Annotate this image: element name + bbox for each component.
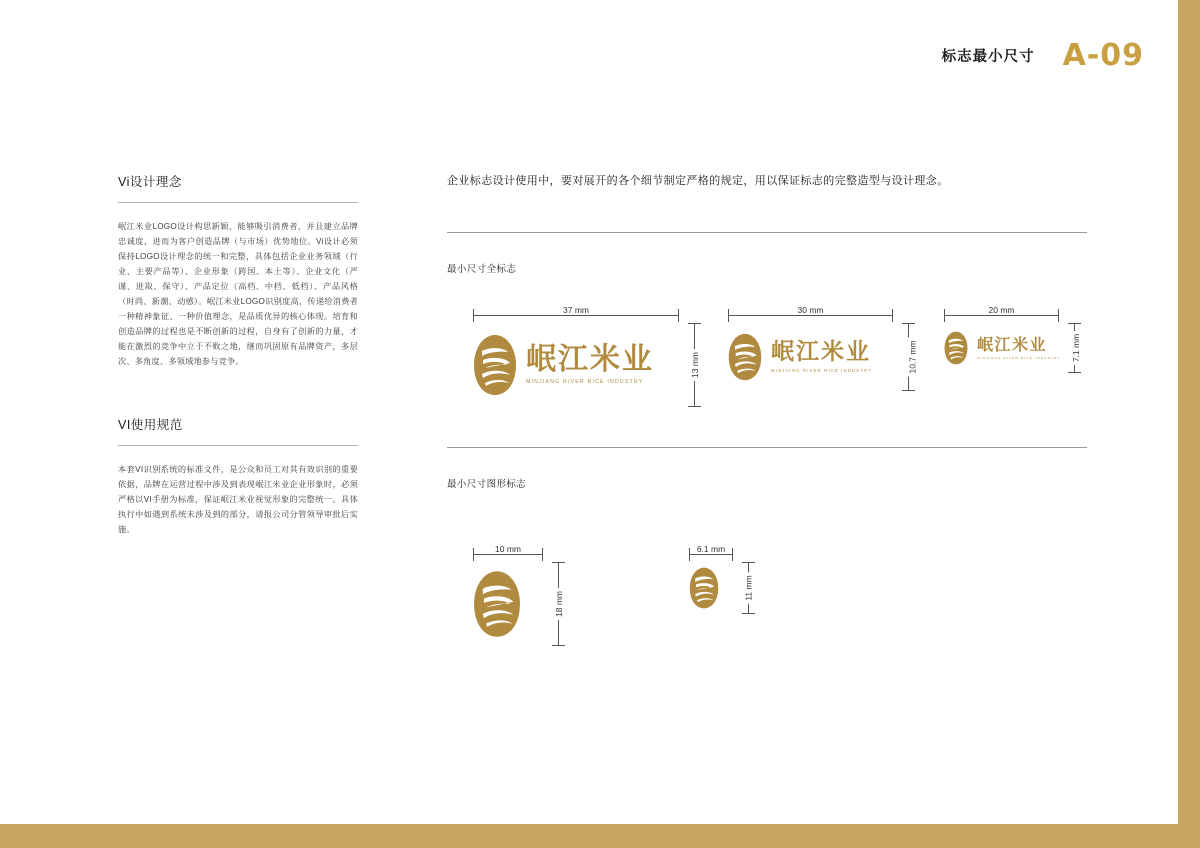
- wordmark-cn: 岷江米业: [771, 339, 871, 365]
- full-logo-37mm: [473, 301, 700, 407]
- full-logo-row: [447, 301, 1087, 411]
- dimension-height-18: [547, 562, 569, 646]
- mark-only-10mm: [473, 540, 564, 646]
- dimension-width-20-label: 20 mm: [984, 305, 1020, 315]
- dimension-height-10-7-label: 10.7 mm: [908, 337, 918, 376]
- dimension-height-13: [683, 323, 705, 407]
- section-text-vi-concept: 岷江米业LOGO设计构思新颖，能够吸引消费者，并且建立品牌忠诚度，进而为客户创造品牌（与市场）优势地位。Vi设计必须保持LOGO设计理念的统一和完整，具体包括企业业务领域（行业、主要产品等）、企业形象（跨国、本土等）、企业文化（严谨、进取、保守）、产品定位（高档、中档、低档）、产品风格（时尚、新潮、动感）。岷江米业LOGO识别度高，传递给消费者一种精神象征、一种价值理念，是品质优异的核心体现。培育和创造品牌的过程也是不断创新的过程，自身有了创新的力量，才能在激烈的竞争中立于不败之地，继而巩固原有品牌资产，多层次、多角度、多领域地参与竞争。: [118, 222, 358, 366]
- full-logo-20mm: [944, 301, 1082, 373]
- left-column: [118, 172, 358, 537]
- logo-wordmark: [771, 341, 872, 373]
- right-column: [447, 172, 1087, 670]
- logo-mark-icon: [944, 331, 968, 365]
- full-logo-30mm: [728, 301, 918, 391]
- dimension-width-20: [944, 301, 1059, 323]
- dimension-height-18-label: 18 mm: [554, 588, 564, 620]
- dimension-height-10-7: [897, 323, 919, 391]
- dimension-height-11: [737, 562, 759, 614]
- dimension-height-11-label: 11 mm: [744, 572, 754, 603]
- section-text-vi-rules: 本套VI识别系统的标准文件，是公众和员工对其有效识别的重要依据，品牌在运营过程中涉及到表现岷江米业企业形象时，必须严格以VI手册为标准，保证岷江米业视觉形象的完整统一。具体执行中如遇到系统未涉及到的部分，请报公司分管领导审批后实施。: [118, 465, 358, 534]
- divider-3: [447, 232, 1087, 233]
- logo-mark-icon: [473, 334, 517, 396]
- intro-text: 企业标志设计使用中，要对展开的各个细节制定严格的规定，用以保证标志的完整造型与设计理念。: [447, 175, 949, 187]
- dimension-width-10-label: 10 mm: [490, 544, 526, 554]
- dimension-height-13-label: 13 mm: [690, 349, 700, 381]
- page-title: 标志最小尺寸: [941, 49, 1035, 65]
- dimension-height-7-1: [1063, 323, 1085, 373]
- dimension-width-37: [473, 301, 679, 323]
- page-code: A-09: [1062, 38, 1144, 73]
- wordmark-cn: 岷江米业: [526, 342, 654, 377]
- section-title-vi-rules: VI使用规范: [118, 418, 183, 432]
- logo-wordmark: [977, 334, 1061, 360]
- dimension-width-30-label: 30 mm: [793, 305, 829, 315]
- dimension-width-6-1: [689, 540, 733, 562]
- wordmark-en: MINJIANG RIVER RICE INDUSTRY: [771, 368, 873, 373]
- divider-2: [118, 445, 358, 446]
- wordmark-cn: 岷江米业: [977, 334, 1048, 354]
- left-block-2: [118, 415, 358, 537]
- dimension-width-6-1-label: 6.1 mm: [692, 544, 730, 554]
- logo-mark-icon: [689, 567, 719, 609]
- divider-1: [118, 202, 358, 203]
- logo-mark-icon: [473, 570, 521, 638]
- mark-only-row: [447, 540, 1087, 670]
- section-title-vi-concept: Vi设计理念: [118, 175, 182, 189]
- wordmark-en: MINJIANG RIVER RICE INDUSTRY: [977, 355, 1061, 360]
- label-min-size-mark-only: 最小尺寸图形标志: [447, 479, 527, 490]
- logo-wordmark: [526, 342, 654, 385]
- dimension-width-30: [728, 301, 893, 323]
- wordmark-en: MINJIANG RIVER RICE INDUSTRY: [526, 379, 644, 385]
- label-min-size-full-logo: 最小尺寸全标志: [447, 264, 517, 275]
- logo-mark-icon: [728, 333, 762, 381]
- divider-4: [447, 447, 1087, 448]
- mark-only-6-1mm: [689, 540, 754, 614]
- dimension-height-7-1-label: 7.1 mm: [1071, 331, 1081, 365]
- dimension-width-10: [473, 540, 543, 562]
- page-header: [942, 38, 1144, 73]
- dimension-width-37-label: 37 mm: [558, 305, 594, 315]
